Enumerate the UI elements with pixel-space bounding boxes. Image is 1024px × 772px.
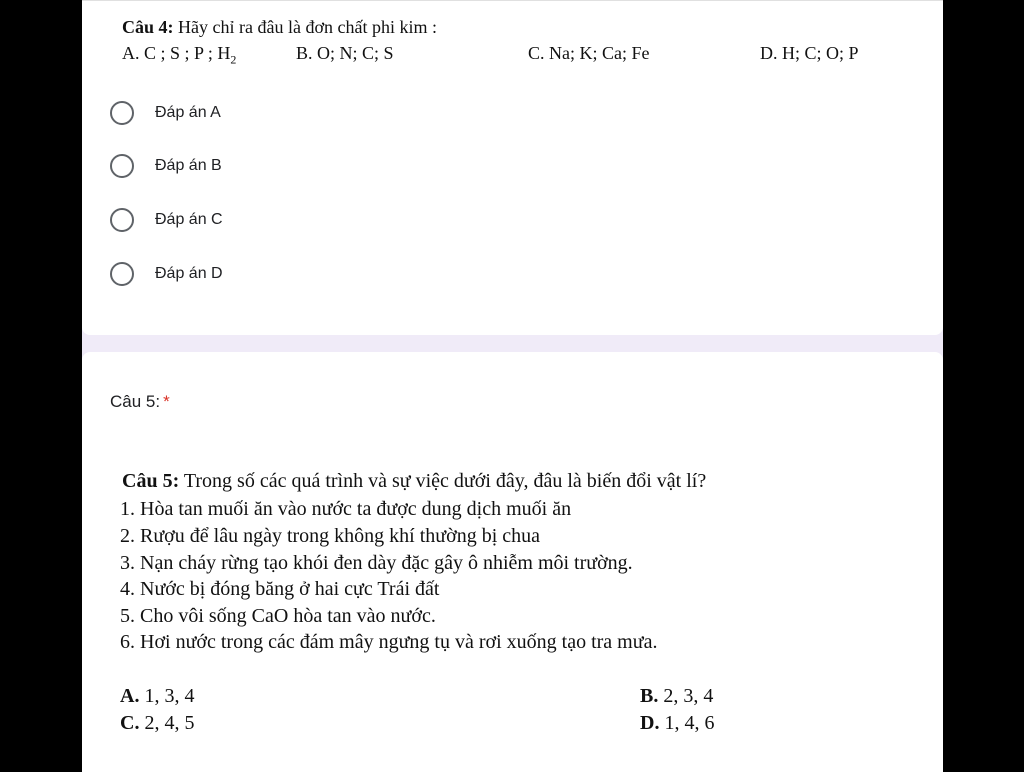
radio-option-c[interactable]: [110, 205, 223, 235]
question-5-text: [122, 470, 706, 493]
form-page: [82, 0, 943, 772]
option-a-subscript: 2: [230, 52, 237, 67]
question-4-option-b: B. O; N; C; S: [296, 43, 394, 63]
question-5-body: Trong số các quá trình và sự việc dưới đây, đâu là biến đổi vật lí?: [183, 470, 707, 492]
answer-b-value: 2, 3, 4: [663, 685, 714, 707]
question-4-text: [122, 17, 437, 38]
radio-unchecked-icon[interactable]: [110, 208, 134, 232]
radio-option-a-label: Đáp án A: [155, 104, 221, 121]
answer-option-a: [120, 685, 194, 708]
list-item: 5. Cho vôi sống CaO hòa tan vào nước.: [120, 605, 436, 627]
radio-option-d-label: Đáp án D: [155, 265, 223, 282]
required-asterisk: *: [163, 392, 170, 411]
list-item: 3. Nạn cháy rừng tạo khói đen dày đặc gây ô nhiễm môi trường.: [120, 552, 633, 574]
radio-option-d[interactable]: [110, 259, 223, 289]
question-5-header-label: Câu 5:: [110, 392, 161, 411]
list-item: 2. Rượu để lâu ngày trong không khí thường bị chua: [120, 525, 540, 547]
radio-option-a[interactable]: [110, 98, 221, 128]
list-item: 4. Nước bị đóng băng ở hai cực Trái đất: [120, 578, 440, 600]
answer-a-label: A.: [120, 685, 140, 707]
radio-unchecked-icon[interactable]: [110, 262, 134, 286]
question-5-label: Câu 5:: [122, 470, 180, 492]
question-4-body: Hãy chỉ ra đâu là đơn chất phi kim :: [178, 17, 437, 37]
answer-option-c: [120, 712, 194, 735]
question-4-option-d: D. H; C; O; P: [760, 43, 859, 63]
radio-option-c-label: Đáp án C: [155, 211, 223, 228]
answer-d-label: D.: [640, 712, 660, 734]
answer-option-b: [640, 685, 713, 708]
answer-c-value: 2, 4, 5: [144, 712, 195, 734]
answer-a-value: 1, 3, 4: [144, 685, 195, 707]
question-4-option-a: [122, 43, 236, 68]
list-item: 1. Hòa tan muối ăn vào nước ta được dung dịch muối ăn: [120, 498, 572, 520]
answer-d-value: 1, 4, 6: [664, 712, 715, 734]
question-4-option-c: C. Na; K; Ca; Fe: [528, 43, 650, 63]
radio-unchecked-icon[interactable]: [110, 101, 134, 125]
radio-unchecked-icon[interactable]: [110, 154, 134, 178]
question-5-header: [110, 392, 170, 412]
answer-option-d: [640, 712, 714, 735]
answer-b-label: B.: [640, 685, 659, 707]
list-item: 6. Hơi nước trong các đám mây ngưng tụ và rơi xuống tạo tra mưa.: [120, 631, 658, 653]
question-4-label: Câu 4:: [122, 17, 174, 37]
option-a-text: A. C ; S ; P ; H: [122, 43, 231, 63]
question-card-4: [82, 0, 943, 335]
radio-option-b[interactable]: [110, 151, 222, 181]
question-card-5: [82, 352, 943, 772]
radio-option-b-label: Đáp án B: [155, 157, 222, 174]
answer-c-label: C.: [120, 712, 140, 734]
